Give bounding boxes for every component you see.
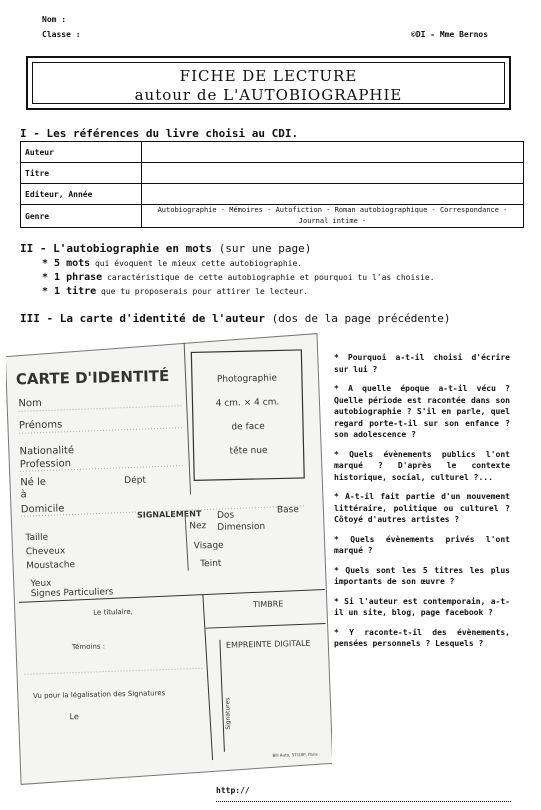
list-item: * Quels sont les 5 titres les plus importants de son œuvre ? (334, 565, 510, 586)
list-item: * 1 titre que tu proposerais pour attirer le lecteur. (42, 286, 309, 297)
svg-text:Vu pour la légalisation des Si: Vu pour la légalisation des Signatures (33, 689, 166, 701)
svg-text:Yeux: Yeux (30, 578, 52, 590)
references-table (20, 141, 524, 228)
svg-text:Témoins :: Témoins : (71, 642, 106, 652)
svg-text:de face: de face (231, 421, 265, 433)
svg-text:Signes Particuliers: Signes Particuliers (30, 587, 114, 600)
list-item: * Si l'auteur est contemporain, a-t-il un site, blog, page facebook ? (334, 596, 510, 617)
svg-text:Taille: Taille (25, 532, 49, 544)
table-row (21, 142, 524, 163)
list-item: * 1 phrase caractéristique de cette autobiographie et pourquoi tu l'as choisie. (42, 272, 435, 283)
svg-text:EMPREINTE DIGITALE: EMPREINTE DIGITALE (225, 638, 311, 650)
section2-note: (sur une page) (218, 242, 312, 255)
svg-text:tête nue: tête nue (229, 445, 268, 457)
svg-text:Domicile: Domicile (20, 503, 65, 516)
svg-text:Le: Le (69, 712, 79, 722)
row-value (142, 184, 524, 205)
question-list (334, 352, 510, 658)
svg-text:Base: Base (276, 505, 299, 516)
section1-heading: I - Les références du livre choisi au CDI. (20, 127, 299, 140)
svg-text:4 cm. × 4 cm.: 4 cm. × 4 cm. (215, 397, 280, 409)
svg-text:Prénoms: Prénoms (18, 419, 63, 432)
footer-url-line (216, 786, 541, 804)
url-prefix: http:// (216, 786, 250, 795)
url-blank (216, 795, 511, 802)
table-row (21, 205, 524, 228)
copyright: ©DI - Mme Bernos (411, 30, 489, 39)
list-item: * A-t-il fait partie d'un mouvement littéraire, politique ou culturel ? Côtoyé d'autres artistes ? (334, 492, 510, 524)
title-line1: FICHE DE LECTURE (179, 67, 358, 85)
svg-text:Le titulaire,: Le titulaire, (93, 607, 133, 617)
section2-title: II - L'autobiographie en mots (20, 242, 213, 255)
row-value (142, 142, 524, 163)
list-item: * Quels évènements privés l'ont marqué ? (334, 534, 510, 555)
list-item: * A quelle époque a-t-il vécu ? Quelle période est racontée dans son autobiographie ? S'il en parle, quel regard porte-t-il sur son enfance ? son adolescence ? (334, 384, 510, 439)
list-item: * Pourquoi a-t-il choisi d'écrire sur lui ? (334, 353, 510, 374)
identity-card-image (6, 331, 332, 786)
svg-text:Photographie: Photographie (216, 373, 278, 385)
section2-heading (20, 242, 311, 255)
svg-text:Né le: Né le (20, 476, 47, 489)
svg-text:Teint: Teint (200, 558, 222, 570)
svg-text:Nom: Nom (18, 397, 42, 410)
row-label: Auteur (21, 142, 142, 163)
title-box (26, 56, 511, 110)
table-row (21, 184, 524, 205)
svg-text:SIGNALEMENT: SIGNALEMENT (136, 509, 202, 520)
section3-heading (20, 312, 450, 325)
list-item: * 5 mots qui évoquent le mieux cette autobiographie. (42, 258, 303, 269)
list-item: * Quels évènements publics l'ont marqué ? D'après le contexte historique, social, culturel ?... (334, 449, 510, 482)
svg-text:Dos: Dos (216, 510, 235, 521)
svg-text:Bill Auto, 57/20P, Paris: Bill Auto, 57/20P, Paris (272, 751, 318, 758)
svg-text:Nationalité: Nationalité (19, 445, 75, 458)
title-line2: autour de L'AUTOBIOGRAPHIE (134, 86, 403, 104)
svg-text:Dimension: Dimension (217, 521, 266, 533)
table-row (21, 163, 524, 184)
row-value (142, 163, 524, 184)
svg-text:Visage: Visage (193, 540, 224, 552)
bullet-list (42, 257, 435, 299)
svg-text:Dépt: Dépt (124, 475, 147, 486)
svg-text:Cheveux: Cheveux (25, 546, 66, 558)
row-label: Titre (21, 163, 142, 184)
svg-text:Profession: Profession (19, 458, 72, 471)
svg-text:Nez: Nez (189, 521, 207, 532)
card-title: CARTE D'IDENTITÉ (15, 366, 170, 389)
section3-note: (dos de la page précédente) (271, 312, 451, 325)
genre-options: Autobiographie - Mémoires - Autofiction - Roman autobiographique - Correspondance - Journal intime - (142, 205, 524, 228)
row-label: Editeur, Année (21, 184, 142, 205)
svg-text:Signatures: Signatures (224, 697, 232, 730)
section3-title: III - La carte d'identité de l'auteur (20, 312, 266, 325)
list-item: * Y raconte-t-il des évènements, pensées personnels ? Lesquels ? (334, 627, 510, 648)
svg-text:à: à (20, 489, 27, 501)
classe-label: Classe : (42, 30, 81, 39)
svg-text:Moustache: Moustache (26, 560, 76, 572)
nom-label: Nom : (42, 15, 67, 24)
svg-text:TIMBRE: TIMBRE (252, 599, 284, 610)
row-label: Genre (21, 205, 142, 228)
